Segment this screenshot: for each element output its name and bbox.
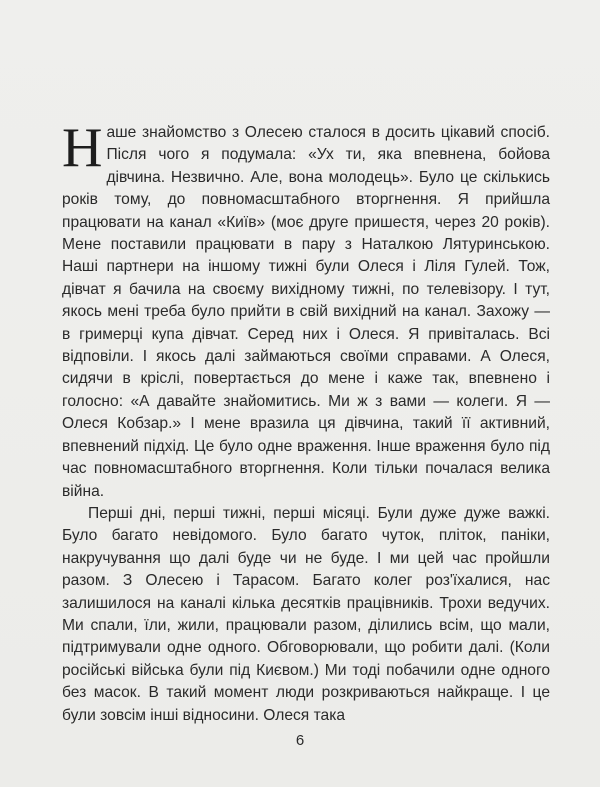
paragraph-1: [62, 117, 550, 503]
paragraph-2: Перші дні, перші тижні, перші місяці. Були дуже дуже важкі. Було багато невідомого. Було багато чуток, пліток, паніки, накручування що далі буде чи не буде. І ми цей час пройшли разом. З Олесею і Тарасом. Багато колег роз'їхалися, нас залишилося на каналі кілька десятків працівників. Трохи ведучих. Ми спали, їли, жили, працювали разом, ділились всім, що мали, підтримували одне одного. Обговорювали, що робити далі. (Коли російські війська були під Києвом.) Ми тоді побачили одне одного без масок. В такий момент люди розкриваються найкраще. І це були зовсім інші відносини. Олеся така: [62, 504, 550, 724]
body-text: [62, 117, 550, 727]
page-number: 6: [295, 732, 305, 749]
drop-cap: Н: [62, 117, 103, 179]
paragraph-1-text: аше знайомство з Олесею сталося в досить цікавий спосіб. Після чого я подумала: «Ух ти, яка впевнена, бойова дівчина. Незвично. Але, вона молодець». Було це скількись років тому, до повномасштабного вторгнення. Я прийшла працювати на канал «Київ» (моє друге пришестя, через 20 років). Мене поставили працювати в пару з Наталкою Лятуринською. Наші партнери на іншому тижні були Олеся і Ліля Гулей. Тож, дівчат я бачила на своєму вихідному тижні, по телевізору. І тут, якось мені треба було прийти в свій вихідний на канал. Захожу — в гримерці купа дівчат. Серед них і Олеся. Я привіталась. Всі відповіли. І якось далі займаються своїми справами. А Олеся, сидячи в кріслі, повертається до мене і каже так, впевнено і голосно: «А давайте знайомитись. Ми ж з вами — колеги. Я — Олеся Кобзар.» І мене вразила ця дівчина, такий її активний, впевнений підхід. Це було одне враження. Інше враження було під час повномасштабного вторгнення. Коли тільки почалася велика війна.: [62, 124, 550, 500]
